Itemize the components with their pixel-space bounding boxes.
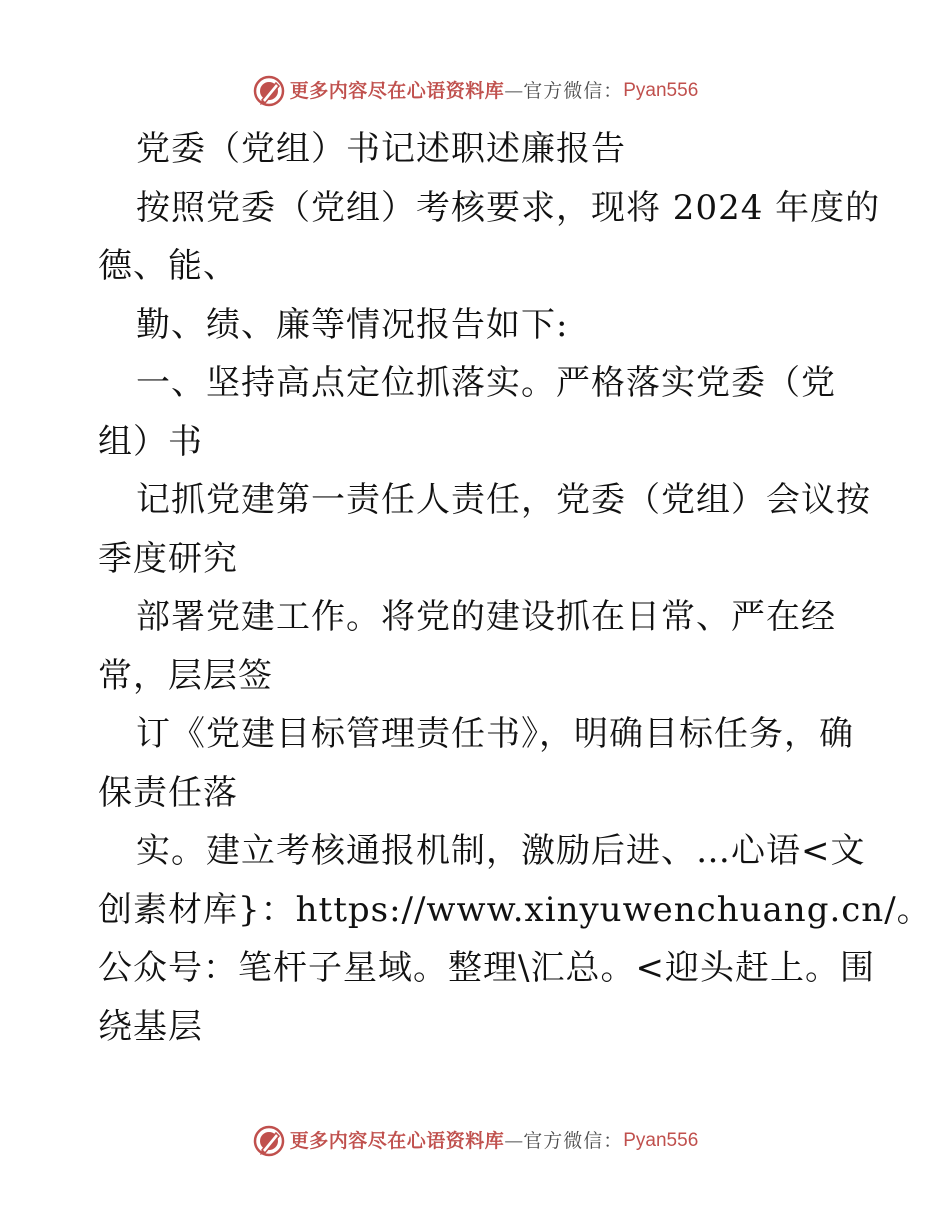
watermark-main-text: 更多内容尽在心语资料库 <box>289 80 505 102</box>
text-line: 部署党建工作。将党的建设抓在日常、严在经 <box>136 597 836 637</box>
document-body <box>98 120 932 1056</box>
text-line: 保责任落 <box>98 772 238 813</box>
header-watermark <box>0 74 950 108</box>
watermark-wechat-id: Pyan556 <box>623 1130 699 1151</box>
text-line: 季度研究 <box>98 538 238 579</box>
watermark-wechat-label: 官方微信： <box>523 80 624 102</box>
footer-watermark <box>0 1124 950 1158</box>
watermark-main-text: 更多内容尽在心语资料库 <box>289 1130 505 1152</box>
text-line: 创素材库}：https://www.xinyuwenchuang.cn/。 <box>98 889 932 930</box>
text-line: 组）书 <box>98 421 203 462</box>
text-line: 订《党建目标管理责任书》，明确目标任务，确 <box>136 714 854 754</box>
pen-seal-icon <box>252 1124 286 1158</box>
watermark-dash: — <box>504 80 524 102</box>
text-line: 勤、绩、廉等情况报告如下: <box>136 304 569 345</box>
watermark-dash: — <box>504 1130 524 1152</box>
document-title: 党委（党组）书记述职述廉报告 <box>136 129 626 169</box>
watermark-wechat-id: Pyan556 <box>623 80 699 101</box>
watermark-wechat-label: 官方微信： <box>523 1130 624 1152</box>
text-line: 一、坚持高点定位抓落实。严格落实党委（党 <box>136 363 836 403</box>
text-line: 实。建立考核通报机制，激励后进、…心语<文 <box>136 831 866 871</box>
text-line: 绕基层 <box>98 1006 203 1047</box>
text-line: 常，层层签 <box>98 655 273 696</box>
text-line: 公众号：笔杆子星域。整理\汇总。<迎头赶上。围 <box>98 948 875 988</box>
pen-seal-icon <box>252 74 286 108</box>
text-line: 德、能、 <box>98 246 238 286</box>
text-line: 按照党委（党组）考核要求，现将 2024 年度的 <box>136 187 881 228</box>
text-line: 记抓党建第一责任人责任，党委（党组）会议按 <box>136 480 871 520</box>
